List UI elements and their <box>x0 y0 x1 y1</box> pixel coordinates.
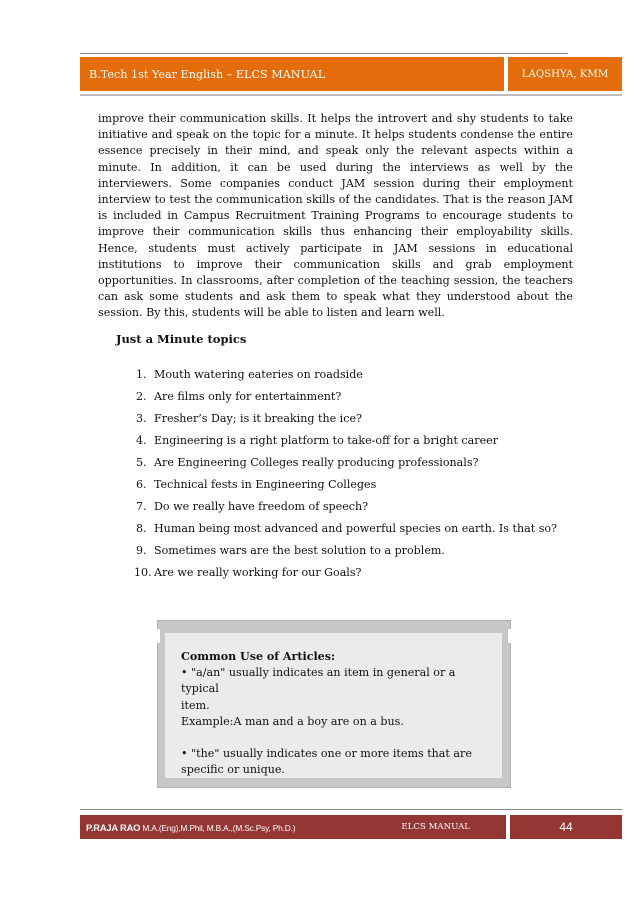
list-text: Technical fests in Engineering Colleges <box>154 478 377 491</box>
list-item <box>116 433 566 455</box>
list-number: 7. <box>136 500 147 513</box>
list-text: Do we really have freedom of speech? <box>154 500 369 513</box>
articles-box-title: Common Use of Articles: <box>181 650 336 663</box>
topics-list <box>116 367 566 587</box>
list-number: 4. <box>136 434 147 447</box>
footer-author <box>86 822 295 833</box>
list-item <box>116 477 566 499</box>
list-number: 6. <box>136 478 147 491</box>
footer-rule <box>80 809 622 810</box>
list-item <box>116 565 566 587</box>
list-text: Human being most advanced and powerful species on earth. Is that so? <box>154 522 558 535</box>
footer-manual: ELCS MANUAL <box>401 822 470 832</box>
list-number: 1. <box>136 368 147 381</box>
header-top-rule <box>80 53 568 54</box>
footer-info <box>80 815 506 839</box>
list-text: Engineering is a right platform to take-off for a bright career <box>154 434 498 447</box>
header-bottom-rule <box>80 94 622 96</box>
list-item <box>116 521 566 543</box>
list-item <box>116 455 566 477</box>
footer-author-quals: M.A.(Eng),M.Phil, M.B.A.,(M.Sc.Psy, Ph.D.) <box>142 822 296 833</box>
articles-box-line: specific or unique. <box>181 763 285 777</box>
articles-box-content <box>165 633 502 778</box>
list-number: 9. <box>136 544 147 557</box>
list-item <box>116 543 566 565</box>
list-number: 2. <box>136 390 147 403</box>
body-paragraph: improve their communication skills. It helps the introvert and shy students to take initiative and speak on the topic for a minute. It helps students condense the entire essence precisely in their mind, and speak only the relevant aspects within a minute. In addition, it can be used during the interviews as well by the interviewers. Some companies conduct JAM session during their employment interview to test the communication skills of the candidates. That is the reason JAM is included in Campus Recruitment Training Programs to encourage students to improve their communication skills thus enhancing their employability skills. Hence, students must actively participate in JAM sessions in educational institutions to improve their communication skills and grab employment opportunities. In classrooms, after completion of the teaching session, the teachers can ask some students and ask them to speak what they understood about the session. By this, students will be able to listen and learn well. <box>98 112 573 320</box>
box-left-notch <box>157 629 160 643</box>
list-text: Are Engineering Colleges really producing professionals? <box>154 456 479 469</box>
list-item <box>116 411 566 433</box>
page-header <box>80 57 622 91</box>
list-number: 8. <box>136 522 147 535</box>
list-item <box>116 499 566 521</box>
header-tag: LAQSHYA, KMM <box>508 57 622 91</box>
list-number: 5. <box>136 456 147 469</box>
list-text: Mouth watering eateries on roadside <box>154 368 363 381</box>
footer-author-name: P.RAJA RAO <box>86 821 141 833</box>
list-number: 3. <box>136 412 147 425</box>
list-text: Sometimes wars are the best solution to a problem. <box>154 544 445 557</box>
list-item <box>116 367 566 389</box>
articles-box-line: • "the" usually indicates one or more items that are <box>181 747 472 761</box>
page-footer <box>80 815 622 839</box>
list-text: Fresher’s Day; is it breaking the ice? <box>154 412 362 425</box>
list-text: Are we really working for our Goals? <box>154 566 362 579</box>
articles-box-line: Example:A man and a boy are on a bus. <box>181 714 404 728</box>
section-title: Just a Minute topics <box>116 332 247 346</box>
articles-box-line: item. <box>181 698 210 712</box>
page-number: 44 <box>510 815 622 839</box>
list-number: 10. <box>134 566 152 579</box>
list-text: Are films only for entertainment? <box>154 390 342 403</box>
articles-box <box>157 620 511 788</box>
header-title: B.Tech 1st Year English – ELCS MANUAL <box>80 57 504 91</box>
list-item <box>116 389 566 411</box>
articles-box-spacer <box>181 730 486 746</box>
box-right-notch <box>508 629 511 643</box>
articles-box-line: • "a/an" usually indicates an item in general or a typical <box>181 666 456 696</box>
